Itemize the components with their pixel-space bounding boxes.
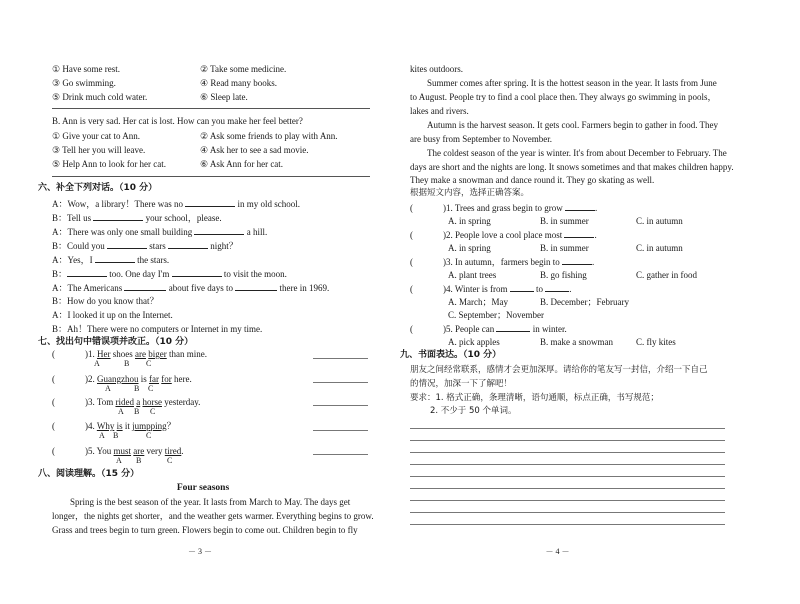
mark-c: C: [167, 456, 173, 465]
choice[interactable]: C. in autumn: [636, 243, 683, 253]
answer-blank[interactable]: [95, 255, 135, 263]
mark-b: B: [134, 407, 140, 416]
correction-line[interactable]: [313, 405, 368, 406]
section-6-title: 六、补全下列对话。（10 分）: [38, 183, 158, 193]
choice[interactable]: B. December；February: [540, 297, 629, 307]
page-number: － 4 －: [545, 547, 570, 556]
choice[interactable]: C. in autumn: [636, 216, 683, 226]
error-item: ( )5. You must are very tired.: [52, 446, 184, 456]
error-item: ( )3. Tom rided a horse yesterday.: [52, 397, 201, 407]
writing-line[interactable]: [410, 452, 725, 453]
answer-blank[interactable]: [564, 230, 594, 238]
writing-line[interactable]: [410, 464, 725, 465]
error-item: ( )4. Why is it jumpping？: [52, 421, 176, 431]
answer-blank[interactable]: [124, 283, 166, 291]
passage-title: Four seasons: [176, 483, 230, 493]
mark-a: A: [99, 431, 105, 440]
choice[interactable]: B. go fishing: [540, 270, 587, 280]
dialogue-line: A：Yes，I the stars.: [52, 255, 170, 265]
option: ⑤ Drink much cold water.: [52, 92, 148, 102]
passage-line: are busy from September to November.: [410, 134, 552, 144]
writing-line[interactable]: [410, 488, 725, 489]
choice[interactable]: C. fly kites: [636, 337, 676, 347]
option: ④ Read many books.: [200, 78, 278, 88]
divider: [52, 108, 370, 109]
passage-line: lakes and rivers.: [410, 106, 469, 116]
passage-line: to August. People try to find a cool place then. They always go swimming in pools，: [410, 92, 717, 102]
answer-blank[interactable]: [172, 269, 222, 277]
choice[interactable]: C. gather in food: [636, 270, 697, 280]
mark-a: A: [105, 384, 111, 393]
passage-line: kites outdoors.: [410, 64, 463, 74]
section-8-title: 八、阅读理解。（15 分）: [38, 469, 140, 479]
mark-a: A: [118, 407, 124, 416]
mark-c: C: [146, 431, 152, 440]
writing-line[interactable]: [410, 500, 725, 501]
choice[interactable]: A. in spring: [448, 216, 491, 226]
answer-blank[interactable]: [168, 241, 208, 249]
mark-a: A: [94, 359, 100, 368]
option: ③ Tell her you will leave.: [52, 145, 146, 155]
passage-line: Summer comes after spring. It is the hottest season in the year. It lasts from June: [427, 78, 717, 88]
correction-line[interactable]: [313, 454, 368, 455]
reading-question: ( )3. In autumn，farmers begin to .: [410, 257, 595, 267]
option: ② Ask some friends to play with Ann.: [200, 131, 338, 141]
dialogue-line: B： too. One day I'm to visit the moon.: [52, 269, 287, 279]
option: ① Give your cat to Ann.: [52, 131, 141, 141]
option: ⑤ Help Ann to look for her cat.: [52, 159, 167, 169]
passage-line: They make a snowman and dance round it. They go skating as well.: [410, 175, 655, 185]
answer-blank[interactable]: [185, 199, 235, 207]
option: ① Have some rest.: [52, 64, 121, 74]
writing-prompt: 朋友之间经常联系，感情才会更加深厚。请给你的笔友写一封信，介绍一下自己: [410, 365, 708, 375]
choice[interactable]: B. in summer: [540, 216, 589, 226]
choice[interactable]: B. in summer: [540, 243, 589, 253]
passage-line: The coldest season of the year is winter. It's from about December to February. The: [427, 148, 727, 158]
dialogue-line: B：Could you stars night？: [52, 241, 238, 251]
writing-requirement: 要求：1. 格式正确，条理清晰，语句通顺，标点正确，书写规范；: [410, 393, 659, 403]
dialogue-line: A：I looked it up on the Internet.: [52, 310, 173, 320]
answer-blank[interactable]: [235, 283, 277, 291]
dialogue-line: B：Ah！There were no computers or Internet in my time.: [52, 324, 263, 334]
passage-line: days are short and the nights are long. It snows sometimes and that makes children happy.: [410, 162, 734, 172]
mark-b: B: [124, 359, 130, 368]
writing-line[interactable]: [410, 512, 725, 513]
reading-question: ( )1. Trees and grass begin to grow .: [410, 203, 598, 213]
choice[interactable]: A. in spring: [448, 243, 491, 253]
answer-blank[interactable]: [562, 257, 592, 265]
passage-line: longer，the nights get shorter，and the weather gets warmer. Everything begins to grow.: [52, 511, 374, 521]
answer-blank[interactable]: [67, 269, 107, 277]
divider: [52, 176, 370, 177]
dialogue-line: B：Tell us your school，please.: [52, 213, 222, 223]
reading-question: ( )5. People can in winter.: [410, 324, 567, 334]
passage-line: Spring is the best season of the year. It lasts from March to May. The days get: [70, 497, 351, 507]
choice[interactable]: C. September；November: [448, 310, 544, 320]
dialogue-line: A：There was only one small building a hill.: [52, 227, 268, 237]
option: ⑥ Ask Ann for her cat.: [200, 159, 284, 169]
passage-line: Grass and trees begin to turn green. Flowers begin to come out. Children begin to fly: [52, 525, 358, 535]
instruction: 根据短文内容，选择正确答案。: [410, 188, 530, 198]
answer-blank[interactable]: [107, 241, 147, 249]
page-number: － 3 －: [188, 547, 212, 556]
option: ⑥ Sleep late.: [200, 92, 248, 102]
choice[interactable]: B. make a snowman: [540, 337, 613, 347]
choice[interactable]: A. plant trees: [448, 270, 497, 280]
error-item: ( )1. Her shoes are biger than mine.: [52, 349, 207, 359]
option: ② Take some medicine.: [200, 64, 287, 74]
choice[interactable]: A. pick apples: [448, 337, 500, 347]
passage-line: Autumn is the harvest season. It gets cool. Farmers begin to gather in food. They: [427, 120, 719, 130]
writing-line[interactable]: [410, 524, 725, 525]
answer-blank[interactable]: [510, 284, 534, 292]
mark-c: C: [146, 359, 152, 368]
dialogue-line: B：How do you know that？: [52, 296, 159, 306]
dialogue-line: A：The Americans about five days to there in 1969.: [52, 283, 330, 293]
writing-prompt: 的情况，加深一下了解吧！: [410, 379, 513, 389]
reading-question: ( )2. People love a cool place most .: [410, 230, 597, 240]
mark-b: B: [136, 456, 142, 465]
correction-line[interactable]: [313, 382, 368, 383]
answer-blank[interactable]: [565, 203, 595, 211]
reading-question: ( )4. Winter is from to .: [410, 284, 572, 294]
writing-line[interactable]: [410, 428, 725, 429]
dialogue-line: A：Wow，a library！There was no in my old school.: [52, 199, 300, 209]
mark-b: B: [113, 431, 119, 440]
mark-c: C: [150, 407, 156, 416]
mark-c: C: [148, 384, 154, 393]
answer-blank[interactable]: [93, 213, 143, 221]
section-9-title: 九、书面表达。（10 分）: [400, 350, 502, 360]
answer-blank[interactable]: [545, 284, 569, 292]
correction-line[interactable]: [313, 430, 368, 431]
mark-a: A: [116, 456, 122, 465]
correction-line[interactable]: [313, 358, 368, 359]
error-item: ( )2. Guangzhou is far for here.: [52, 374, 192, 384]
option: ④ Ask her to see a sad movie.: [200, 145, 309, 155]
answer-blank[interactable]: [194, 227, 244, 235]
answer-blank[interactable]: [496, 324, 530, 332]
option: ③ Go swimming.: [52, 78, 116, 88]
writing-requirement: 2. 不少于 50 个单词。: [430, 406, 517, 416]
choice[interactable]: A. March；May: [448, 297, 508, 307]
writing-line[interactable]: [410, 440, 725, 441]
question-5b: B. Ann is very sad. Her cat is lost. How can you make her feel better?: [52, 116, 303, 126]
section-7-title: 七、找出句中错误项并改正。（10 分）: [38, 337, 194, 347]
mark-b: B: [134, 384, 140, 393]
writing-line[interactable]: [410, 476, 725, 477]
